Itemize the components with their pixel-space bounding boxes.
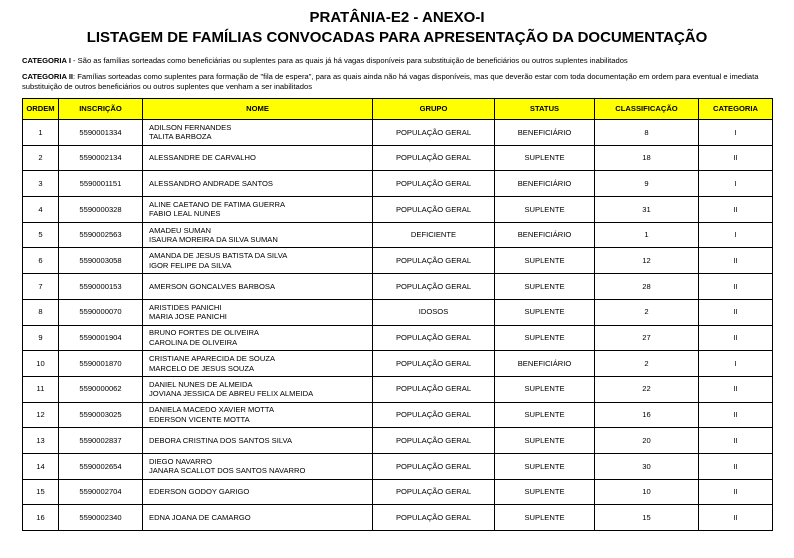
table-row [23, 197, 773, 223]
table-row [23, 376, 773, 402]
cell-categoria: II [699, 428, 773, 454]
cell-grupo: POPULAÇÃO GERAL [373, 428, 495, 454]
table-row [23, 479, 773, 505]
cell-inscricao: 5590000062 [59, 376, 143, 402]
header-inscricao: INSCRIÇÃO [59, 99, 143, 120]
name-line-1: CRISTIANE APARECIDA DE SOUZA [149, 354, 276, 364]
cell-categoria: II [699, 376, 773, 402]
cell-categoria: II [699, 505, 773, 531]
cell-ordem: 14 [23, 453, 59, 479]
name-line-2: TALITA BARBOZA [149, 132, 212, 142]
name-line-1: ALINE CAETANO DE FATIMA GUERRA [149, 199, 286, 209]
cell-status: SUPLENTE [495, 274, 595, 300]
cell-inscricao: 5590000328 [59, 197, 143, 223]
cell-status: BENEFICIÁRIO [495, 222, 595, 248]
name-line-1: BRUNO FORTES DE OLIVEIRA [149, 328, 259, 338]
category-2-text: : Famílias sorteadas como suplentes para formação de "fila de espera", para as quais ainda não há vagas disponíveis, mas que deverão estar com toda documentação em ordem para eventual e imediata substituição de outros beneficiários ou outros suplentes que venham a ser inabilitados [22, 72, 759, 91]
table-row [23, 274, 773, 300]
cell-categoria: I [699, 120, 773, 146]
header-nome: NOME [143, 99, 373, 120]
cell-status: SUPLENTE [495, 505, 595, 531]
cell-grupo: POPULAÇÃO GERAL [373, 351, 495, 377]
cell-status: SUPLENTE [495, 197, 595, 223]
cell-grupo: POPULAÇÃO GERAL [373, 505, 495, 531]
cell-categoria: II [699, 145, 773, 171]
table-row [23, 325, 773, 351]
cell-ordem: 3 [23, 171, 59, 197]
cell-grupo: IDOSOS [373, 299, 495, 325]
cell-status: SUPLENTE [495, 453, 595, 479]
cell-nome [143, 120, 373, 146]
cell-categoria: II [699, 479, 773, 505]
cell-classificacao: 8 [595, 120, 699, 146]
table-row [23, 222, 773, 248]
cell-nome [143, 197, 373, 223]
cell-inscricao: 5590002654 [59, 453, 143, 479]
cell-status: SUPLENTE [495, 145, 595, 171]
name-line-2: JANARA SCALLOT DOS SANTOS NAVARRO [149, 466, 306, 476]
table-row [23, 428, 773, 454]
cell-inscricao: 5590002134 [59, 145, 143, 171]
cell-classificacao: 10 [595, 479, 699, 505]
category-2-label: CATEGORIA II [22, 72, 74, 81]
cell-classificacao: 2 [595, 351, 699, 377]
name-line-1: AMANDA DE JESUS BATISTA DA SILVA [149, 251, 288, 261]
cell-classificacao: 28 [595, 274, 699, 300]
cell-status: SUPLENTE [495, 402, 595, 428]
cell-grupo: POPULAÇÃO GERAL [373, 120, 495, 146]
category-2-description [22, 72, 772, 92]
cell-nome [143, 274, 373, 300]
table-body [23, 120, 773, 531]
cell-ordem: 15 [23, 479, 59, 505]
document-title: PRATÂNIA-E2 - ANEXO-I [309, 9, 485, 26]
table-row [23, 248, 773, 274]
cell-categoria: II [699, 453, 773, 479]
cell-status: SUPLENTE [495, 479, 595, 505]
cell-categoria: II [699, 197, 773, 223]
cell-grupo: POPULAÇÃO GERAL [373, 197, 495, 223]
cell-nome [143, 453, 373, 479]
cell-status: SUPLENTE [495, 376, 595, 402]
cell-grupo: DEFICIENTE [373, 222, 495, 248]
cell-inscricao: 5590002704 [59, 479, 143, 505]
name-line-2: ISAURA MOREIRA DA SILVA SUMAN [149, 235, 278, 245]
name-line-1: ALESSANDRE DE CARVALHO [149, 153, 256, 163]
name-line-1: EDNA JOANA DE CAMARGO [149, 512, 251, 522]
cell-categoria: II [699, 248, 773, 274]
name-line-1: AMADEU SUMAN [149, 225, 212, 235]
header-grupo: GRUPO [373, 99, 495, 120]
cell-inscricao: 5590001904 [59, 325, 143, 351]
cell-grupo: POPULAÇÃO GERAL [373, 248, 495, 274]
cell-ordem: 5 [23, 222, 59, 248]
name-line-2: MARCELO DE JESUS SOUZA [149, 363, 255, 373]
cell-grupo: POPULAÇÃO GERAL [373, 376, 495, 402]
cell-classificacao: 22 [595, 376, 699, 402]
cell-inscricao: 5590002837 [59, 428, 143, 454]
cell-classificacao: 18 [595, 145, 699, 171]
cell-categoria: II [699, 402, 773, 428]
cell-grupo: POPULAÇÃO GERAL [373, 325, 495, 351]
document-subtitle: LISTAGEM DE FAMÍLIAS CONVOCADAS PARA APRESENTAÇÃO DA DOCUMENTAÇÃO [86, 29, 708, 46]
cell-nome [143, 171, 373, 197]
cell-grupo: POPULAÇÃO GERAL [373, 479, 495, 505]
cell-status: BENEFICIÁRIO [495, 351, 595, 377]
name-line-1: EDERSON GODOY GARIGO [149, 487, 250, 497]
cell-inscricao: 5590003058 [59, 248, 143, 274]
cell-status: SUPLENTE [495, 428, 595, 454]
cell-grupo: POPULAÇÃO GERAL [373, 453, 495, 479]
cell-ordem: 16 [23, 505, 59, 531]
cell-status: SUPLENTE [495, 248, 595, 274]
cell-status: BENEFICIÁRIO [495, 120, 595, 146]
cell-ordem: 10 [23, 351, 59, 377]
cell-inscricao: 5590001151 [59, 171, 143, 197]
cell-ordem: 9 [23, 325, 59, 351]
cell-grupo: POPULAÇÃO GERAL [373, 402, 495, 428]
cell-grupo: POPULAÇÃO GERAL [373, 171, 495, 197]
header-status: STATUS [495, 99, 595, 120]
table-row [23, 351, 773, 377]
header-categoria: CATEGORIA [699, 99, 773, 120]
cell-inscricao: 5590000070 [59, 299, 143, 325]
name-line-1: DEBORA CRISTINA DOS SANTOS SILVA [149, 435, 293, 445]
cell-nome [143, 351, 373, 377]
name-line-2: FABIO LEAL NUNES [149, 209, 221, 219]
cell-inscricao: 5590003025 [59, 402, 143, 428]
table-header-row [23, 99, 773, 120]
cell-nome [143, 222, 373, 248]
cell-ordem: 11 [23, 376, 59, 402]
header-classificacao: CLASSIFICAÇÃO [595, 99, 699, 120]
cell-grupo: POPULAÇÃO GERAL [373, 145, 495, 171]
table-row [23, 453, 773, 479]
table-row [23, 171, 773, 197]
cell-classificacao: 30 [595, 453, 699, 479]
table-row [23, 120, 773, 146]
cell-categoria: I [699, 171, 773, 197]
cell-categoria: I [699, 351, 773, 377]
cell-classificacao: 9 [595, 171, 699, 197]
name-line-2: EDERSON VICENTE MOTTA [149, 414, 250, 424]
cell-nome [143, 505, 373, 531]
cell-nome [143, 325, 373, 351]
cell-nome [143, 299, 373, 325]
cell-ordem: 12 [23, 402, 59, 428]
cell-ordem: 4 [23, 197, 59, 223]
cell-nome [143, 248, 373, 274]
header-ordem: ORDEM [23, 99, 59, 120]
name-line-2: CAROLINA DE OLIVEIRA [149, 337, 238, 347]
category-1-description [22, 56, 772, 66]
cell-classificacao: 16 [595, 402, 699, 428]
cell-grupo: POPULAÇÃO GERAL [373, 274, 495, 300]
table-row [23, 299, 773, 325]
cell-inscricao: 5590002340 [59, 505, 143, 531]
cell-classificacao: 31 [595, 197, 699, 223]
cell-status: SUPLENTE [495, 299, 595, 325]
cell-categoria: II [699, 299, 773, 325]
cell-classificacao: 27 [595, 325, 699, 351]
cell-ordem: 1 [23, 120, 59, 146]
cell-categoria: II [699, 274, 773, 300]
table-row [23, 402, 773, 428]
name-line-1: DANIELA MACEDO XAVIER MOTTA [149, 405, 275, 415]
table-row [23, 505, 773, 531]
name-line-1: ALESSANDRO ANDRADE SANTOS [149, 178, 273, 188]
category-1-text: - São as famílias sorteadas como beneficiárias ou suplentes para as quais já há vagas disponíveis para substituição de beneficiários ou outros suplentes inabilitados [70, 56, 628, 65]
name-line-2: JOVIANA JESSICA DE ABREU FELIX ALMEIDA [149, 389, 314, 399]
table-row [23, 145, 773, 171]
name-line-1: AMERSON GONCALVES BARBOSA [149, 281, 276, 291]
cell-classificacao: 20 [595, 428, 699, 454]
cell-ordem: 2 [23, 145, 59, 171]
cell-classificacao: 12 [595, 248, 699, 274]
cell-classificacao: 2 [595, 299, 699, 325]
category-1-label: CATEGORIA I [22, 56, 71, 65]
cell-status: SUPLENTE [495, 325, 595, 351]
cell-classificacao: 1 [595, 222, 699, 248]
cell-nome [143, 428, 373, 454]
name-line-2: IGOR FELIPE DA SILVA [149, 260, 232, 270]
name-line-1: ARISTIDES PANICHI [149, 302, 222, 312]
cell-nome [143, 145, 373, 171]
cell-inscricao: 5590002563 [59, 222, 143, 248]
cell-ordem: 8 [23, 299, 59, 325]
cell-inscricao: 5590001334 [59, 120, 143, 146]
name-line-2: MARIA JOSE PANICHI [149, 312, 227, 322]
cell-status: BENEFICIÁRIO [495, 171, 595, 197]
cell-inscricao: 5590000153 [59, 274, 143, 300]
cell-nome [143, 376, 373, 402]
cell-classificacao: 15 [595, 505, 699, 531]
cell-ordem: 7 [23, 274, 59, 300]
families-table [22, 98, 773, 531]
cell-nome [143, 402, 373, 428]
name-line-1: ADILSON FERNANDES [149, 122, 232, 132]
cell-nome [143, 479, 373, 505]
cell-inscricao: 5590001870 [59, 351, 143, 377]
cell-categoria: I [699, 222, 773, 248]
cell-ordem: 6 [23, 248, 59, 274]
cell-categoria: II [699, 325, 773, 351]
name-line-1: DIEGO NAVARRO [149, 456, 213, 466]
cell-ordem: 13 [23, 428, 59, 454]
name-line-1: DANIEL NUNES DE ALMEIDA [149, 379, 253, 389]
